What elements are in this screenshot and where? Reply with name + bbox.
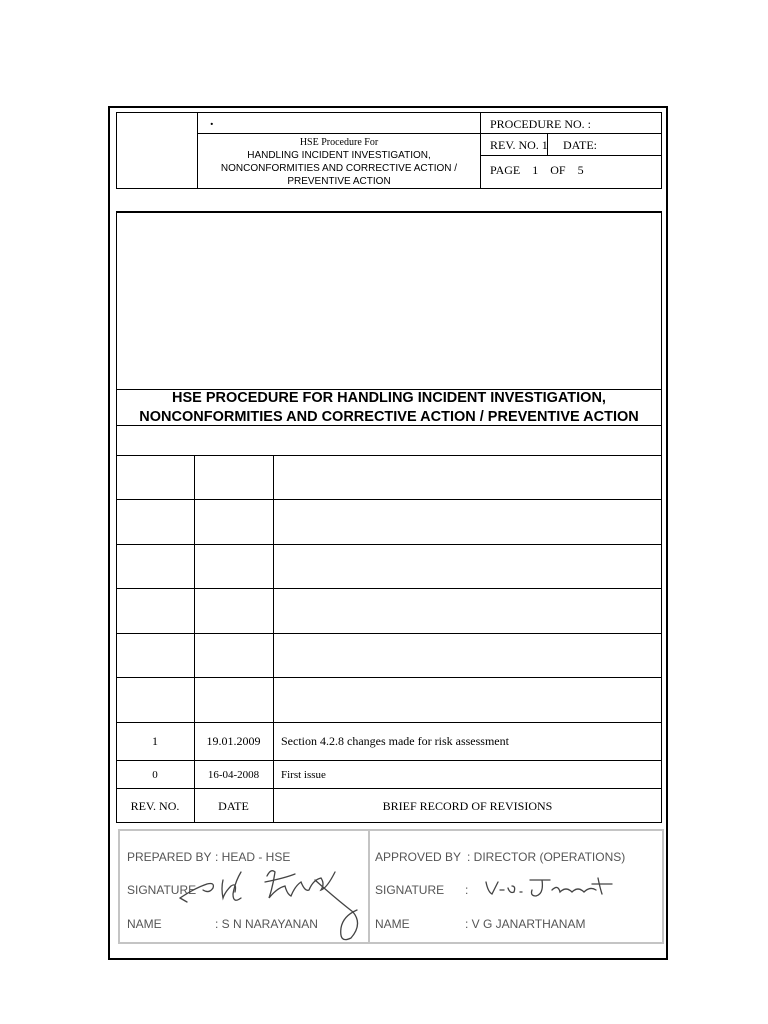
title-line-1: HSE PROCEDURE FOR HANDLING INCIDENT INVESTIGATION, [172,390,606,406]
page-total: 5 [577,163,584,177]
name-value-left: : S N NARAYANAN [215,917,318,931]
signature-label-left: SIGNATURE [127,883,197,897]
approved-by-value: : DIRECTOR (OPERATIONS) [467,850,626,864]
title-line-2: NONCONFORMITIES AND CORRECTIVE ACTION / PREVENTIVE ACTION [139,409,639,425]
date-header: DATE [218,798,249,813]
header-dot: . [210,114,214,129]
rev-no-cell: 0 [152,768,158,781]
subtitle-line-1: HSE Procedure For [299,137,379,148]
approved-by-label: APPROVED BY [375,850,462,864]
revision-row-2 [116,761,662,788]
prepared-by-label: PREPARED BY [127,850,212,864]
name-label-right: NAME [375,917,410,931]
header-subtitle [198,136,480,188]
rev-date-cell: 19.01.2009 [206,734,261,748]
page-number: 1 [532,163,539,177]
rev-record-cell: Section 4.2.8 changes made for risk assessment [281,734,509,748]
page-label: PAGE [490,163,521,177]
of-label: OF [550,163,566,177]
revision-row-1 [116,723,662,760]
name-value-right: : V G JANARTHANAM [465,917,586,931]
rev-no-cell: 1 [152,734,158,748]
procedure-no-label: PROCEDURE NO. : [490,117,592,131]
name-label-left: NAME [127,917,162,931]
document-title [116,389,662,427]
page-indicator [490,163,584,178]
prepared-by-value: : HEAD - HSE [215,850,291,864]
rev-no-header: REV. NO. [130,798,180,813]
date-label: DATE: [563,138,597,152]
signature-label-right: SIGNATURE [375,883,445,897]
revision-header [116,789,662,823]
record-header: BRIEF RECORD OF REVISIONS [382,798,553,813]
subtitle-line-3: NONCONFORMITIES AND CORRECTIVE ACTION / [220,163,458,174]
rev-date-cell: 16-04-2008 [207,768,260,781]
signature-scribble-right [480,872,620,904]
subtitle-line-2: HANDLING INCIDENT INVESTIGATION, [247,150,431,161]
signature-colon-right: : [465,883,469,897]
subtitle-line-4: PREVENTIVE ACTION [287,176,391,187]
rev-no-label: REV. NO. 1 [490,138,548,152]
rev-record-cell: First issue [281,768,326,781]
signature-scribble-left [175,858,385,948]
